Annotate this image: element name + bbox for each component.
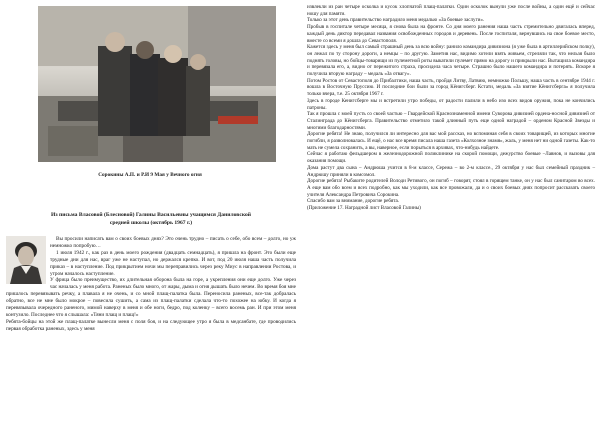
left-paragraph: У фрица было преимущество, их длительная оборона была на горе, а укрепления они еще долго. Уже через час началась у меня работа. Раненых было много, от жары, дыма и огня дышать было нечем. Во время боя мне пришлось перевязывать речку, а плавала я не очень, и со мной плащ-палатка была. Переносила раненых, все-так добралась обратно, все не мне было мокрое – повесила сушить, а сама из плащ-палатки сделала что-то похожее на юбку. И когда я перевязывала очередного раненого, мимой наверху в меня и обе ноги, бедро, под коленку – всего восемь ран. И при этом меня контузило. Последнее что я слышала: «Тяни плащ и плащ!» [6,277,296,318]
right-paragraph: извлекли из ран четыре осколка и кусок хлопчатой плащ-палатки. Один осколок вынули уже после войны, а один ещё и сейчас ношу для памяти. [307,4,595,17]
right-paragraph: Так я прошла с моей пусть со своей частью – Гвардейской Краснознаменной имени Суворова дивизией ордена-носной дивизией от Сталинграда до Кёнигсберга. Правительство отметило такой длинный путь еще одной наградой – орденом Красной Звезды и многими благодарностями. [307,111,595,131]
right-paragraph: (Приложение 17. Наградной лист Власовой Галины) [307,205,421,212]
right-paragraph: Дорогие ребята! Не знаю, получился ли интересно для вас мой рассказ, но вспоминая себя в своих товарищей, из которых многие погибли, я разволновалась. И ещё, о нас все время писала наша газета «Колхозное знамя», жаль, у меня нет ни одной газеты. Как-то мать не сумела сохранить, а вы, наверное, если порыться в архивах, что-нибудь найдете. [307,131,595,151]
left-paragraph: Ребята-бойцы на этой же плащ-палатке вынесли меня с поля боя, и на следующее утро я была в медсанбате, где проводились первая обработка раненых, здесь у меня [6,318,296,332]
right-paragraph: Здесь в городе Кенигсберге мы и встретили утро победы, от радости палили в небо изо всех видов оружия, пока не кончились патроны. [307,97,595,111]
right-paragraph: Дома растут два сына – Андрюша учится в 8-м классе, Сережа – во 2-м классе., 29 октября у нас был семейный праздник – Андрюшу приняли в комсомол. [307,164,595,178]
right-paragraph: Пробыв в госпитале четыре месяца, я снова была на фронте. Со дня моего ранения наша часть стремительно двигалась вперед, каждый день диктор передавал названия освобожденных городов и деревень. После госпиталя, вернувшись на свое боевое место, вместе со всеми я дошла до Севастополя. [307,24,595,44]
left-paragraph: Вы просили написать вам о своих боевых днях? Это очень трудно – писать о себе, обо всем – долго, но уж немножко попробую… [50,236,296,249]
right-paragraph: Сейчас я работаю фельдшером в железнодорожной поликлинике на скорой помощи, дежурство боевые –Лавнов, и вызовы для оказания помощи. [307,151,595,165]
article-heading [6,211,296,227]
article-heading-line1: Из письма Власовой (Блесновой) Галины Васильевны учащимся Даниловской [51,212,251,218]
right-paragraph: Дорогие ребята! Рыбаките родителей Володи Ретивого, он погиб – говорят, стоял в горящем танке, он у нас был санитаром во всех. А еще вам обо всем и всех подробно, как мы уходили, как все провожали, да и о своих боевых днях попросит рассказать своего учителя Александра Петровича Сорокина. [307,178,595,198]
memorial-photo [38,6,276,162]
right-paragraph: Только за этот день правительство наградило меня медалью «За боевые заслуги». [307,17,485,24]
left-column-text [6,236,296,333]
article-heading-line2: средней школы (октябрь 1967 г.) [109,220,193,226]
left-paragraph: 1 июля 1942 г., как раз в день моего рождения (двадцать семнадцать), я пришла на фронт. Это были еще трудные дни для нас, враг уже не наступал, но держался крепко. И вот, под 20 июля наша часть получила приказ – в наступление. Под прикрытием ночи мы переправились через реку Миус в направлении Ростова, и утром началось наступление. [50,249,296,277]
photo-caption: Сорокины А.П. и Р.И 9 Мая у Вечного огня [98,172,202,178]
right-paragraph: Кажется здесь у меня был самый страшный день за всю войну: ранило командира дивизиона (я уже была в артиллерийском полку), он лежал по ту сторону дороги, а немцы – по другую. Заметив нас, видимо хотели взять живьем, стреляли так, что нельзя было поднять головы, но бойцы-товарищи из пулеметной роты выкатили пулемет прямо на дорогу и прикрыли нас. Вытащила командира и перевязала его, а, видно от пережитого страха, просидела часа четыре. Страшно было нашего командира и потерять. Вскоре я получила вторую награду – медаль «За отвагу». [307,44,595,78]
right-paragraph: Потом Ростов от Севастополя до Прибалтики, наша часть, пройдя Литву, Латвию, немножко Польшу, наша часть в сентябре 1944 г. вошла в Восточную Пруссию. И последние бои были за город Кёнигсберг. Кстати, медаль «За взятие Кёнигсберга» я получила только вчера, т.е. 25 октября 1967 г. [307,77,595,98]
right-column-text [307,4,595,212]
right-paragraph: Спасибо вам за внимание, дорогие ребята. [307,198,400,205]
